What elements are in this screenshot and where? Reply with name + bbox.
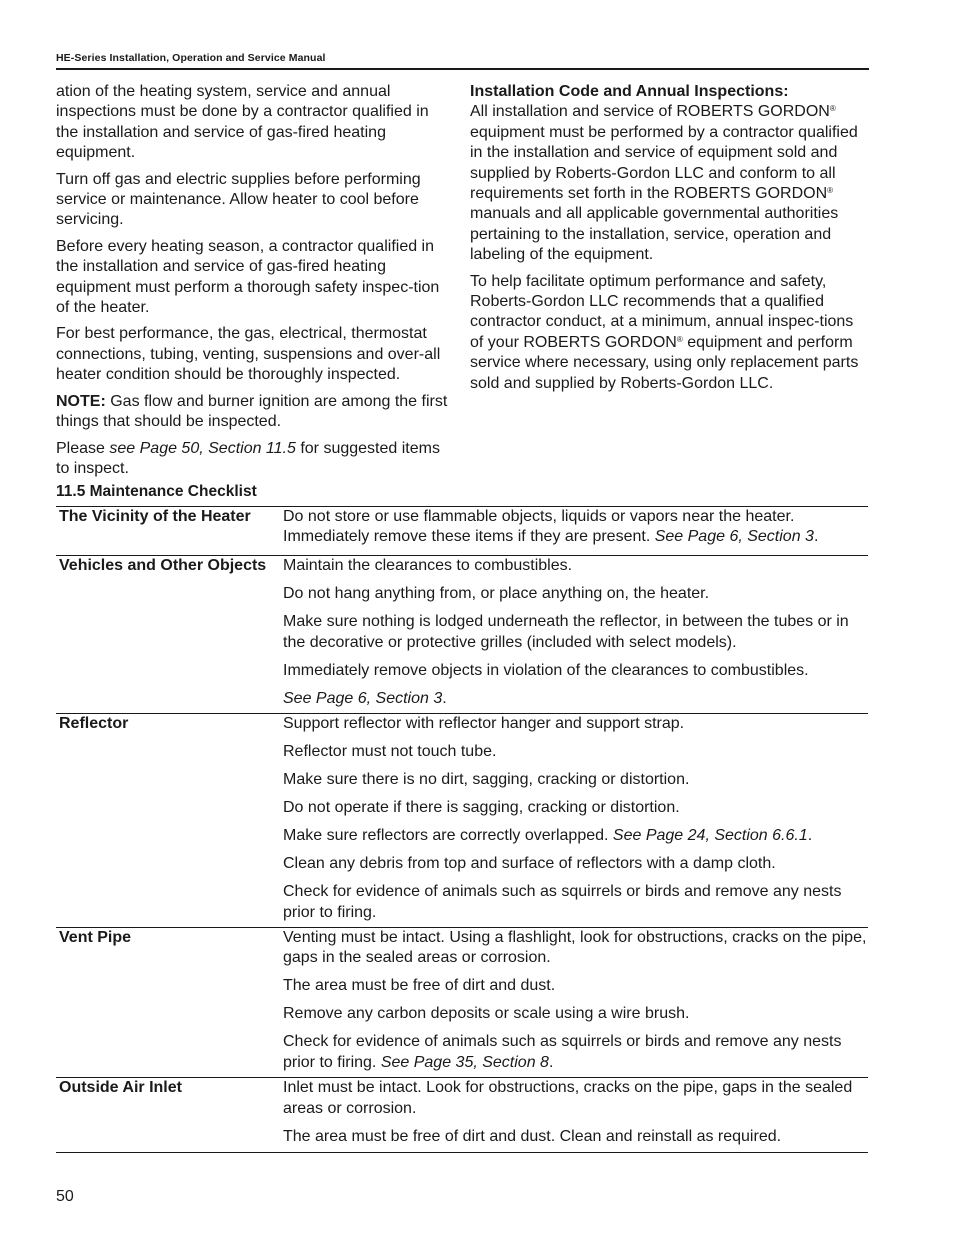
text: . — [813, 528, 819, 546]
text: . — [442, 689, 447, 707]
table-row — [56, 928, 868, 1078]
list-item: Immediately remove objects in violation of the clearances to combustibles. — [283, 661, 809, 679]
paragraph: For best performance, the gas, electrical, thermostat connections, tubing, venting, suspensions and over-all heater condition should be thoroughly inspected. — [56, 325, 441, 384]
list-item — [283, 507, 868, 548]
text: To help facilitate optimum performance and safety, Roberts-Gordon LLC recommends that a qualified contractor conduct, at a minimum, annual inspec-tions of your ROBERTS GORDON — [470, 272, 854, 351]
text: for suggested items to inspect. — [56, 439, 440, 477]
cross-reference: See Page 24, Section 6.6.1 — [612, 827, 808, 845]
reference-paragraph — [56, 439, 454, 480]
list-item: Maintain the clearances to combustibles. — [283, 557, 573, 575]
note-paragraph — [56, 392, 454, 433]
list-item: Make sure nothing is lodged underneath the reflector, in between the tubes or in the decorative or protective grilles (included with select models). — [283, 613, 849, 651]
cross-reference: See Page 6, Section 3 — [283, 689, 443, 707]
row-content — [283, 714, 868, 928]
right-column — [470, 82, 868, 400]
row-content — [283, 556, 868, 714]
list-item: Support reflector with reflector hanger and support strap. — [283, 715, 685, 733]
text: equipment must be performed by a contractor qualified in the installation and service of equipment sold and supplied by Roberts-Gordon LLC and conform to all requirements set forth in the ROBERTS GORDON — [470, 123, 858, 203]
maintenance-checklist-table — [56, 506, 868, 1153]
heading — [470, 82, 868, 102]
list-item — [283, 826, 868, 846]
list-item: Do not operate if there is sagging, cracking or distortion. — [283, 799, 680, 817]
list-item — [283, 689, 868, 709]
text: Check for evidence of animals such as squirrels or birds and remove any nests prior to firing. — [283, 1033, 842, 1071]
cross-reference: See Page 6, Section 3 — [654, 528, 814, 546]
paragraph — [470, 102, 868, 265]
text: All installation and service of ROBERTS GORDON — [470, 103, 830, 121]
paragraph: Before every heating season, a contractor qualified in the installation and service of gas-fired heating equipment must perform a thorough safety inspec-tion of the heater. — [56, 237, 440, 317]
table-row — [56, 556, 868, 714]
list-item: Clean any debris from top and surface of reflectors with a damp cloth. — [283, 855, 776, 873]
list-item: Inlet must be intact. Look for obstructions, cracks on the pipe, gaps in the sealed areas or corrosion. — [283, 1079, 853, 1117]
row-label: Outside Air Inlet — [56, 1078, 283, 1153]
paragraph: ation of the heating system, service and annual inspections must be done by a contractor qualified in the installation and service of gas-fired heating equipment. — [56, 83, 429, 162]
text: manuals and all applicable governmental authorities pertaining to the installation, service, operation and labeling of the equipment. — [470, 205, 839, 264]
text: Make sure reflectors are correctly overlapped. — [283, 827, 613, 845]
row-content — [283, 928, 868, 1078]
row-label: Vehicles and Other Objects — [56, 556, 283, 714]
cross-reference: see Page 50, Section 11.5 — [109, 439, 296, 457]
list-item: Check for evidence of animals such as squirrels or birds and remove any nests prior to firing. — [283, 883, 842, 921]
text: Do not store or use flammable objects, liquids or vapors near the heater. Immediately remove these items if they are present. — [283, 508, 795, 546]
table-row — [56, 714, 868, 928]
table-row — [56, 1078, 868, 1153]
list-item: Do not hang anything from, or place anything on, the heater. — [283, 585, 710, 603]
list-item: The area must be free of dirt and dust. Clean and reinstall as required. — [283, 1127, 782, 1145]
list-item: Venting must be intact. Using a flashlight, look for obstructions, cracks on the pipe, gaps in the sealed areas or corrosion. — [283, 929, 867, 967]
note-label: NOTE: — [56, 392, 106, 410]
list-item: Reflector must not touch tube. — [283, 743, 497, 761]
row-label: The Vicinity of the Heater — [56, 507, 283, 556]
section-title: 11.5 Maintenance Checklist — [56, 483, 257, 500]
text: . — [807, 827, 813, 845]
table-row — [56, 507, 868, 556]
row-content — [283, 1078, 868, 1153]
paragraph: Turn off gas and electric supplies before performing service or maintenance. Allow heater to cool before servicing. — [56, 170, 421, 229]
running-header: HE-Series Installation, Operation and Service Manual — [56, 52, 869, 70]
list-item — [283, 1032, 868, 1073]
note-text: Gas flow and burner ignition are among the first things that should be inspected. — [56, 392, 448, 431]
registered-mark: ® — [827, 186, 834, 196]
cross-reference: See Page 35, Section 8 — [380, 1053, 549, 1071]
row-content — [283, 507, 868, 556]
text: Please — [56, 439, 110, 457]
row-label: Reflector — [56, 714, 283, 928]
row-label: Vent Pipe — [56, 928, 283, 1078]
heading-text: Installation Code and Annual Inspections: — [470, 83, 789, 100]
page-number: 50 — [56, 1188, 74, 1205]
text: . — [548, 1053, 554, 1071]
registered-mark: ® — [829, 104, 836, 114]
registered-mark: ® — [676, 334, 683, 344]
list-item: The area must be free of dirt and dust. — [283, 977, 556, 995]
list-item: Make sure there is no dirt, sagging, cracking or distortion. — [283, 771, 690, 789]
paragraph — [470, 272, 868, 394]
list-item: Remove any carbon deposits or scale using a wire brush. — [283, 1005, 690, 1023]
text: equipment and perform service where necessary, using only replacement parts sold and supplied by Roberts-Gordon LLC. — [470, 333, 859, 392]
left-column — [56, 82, 454, 485]
